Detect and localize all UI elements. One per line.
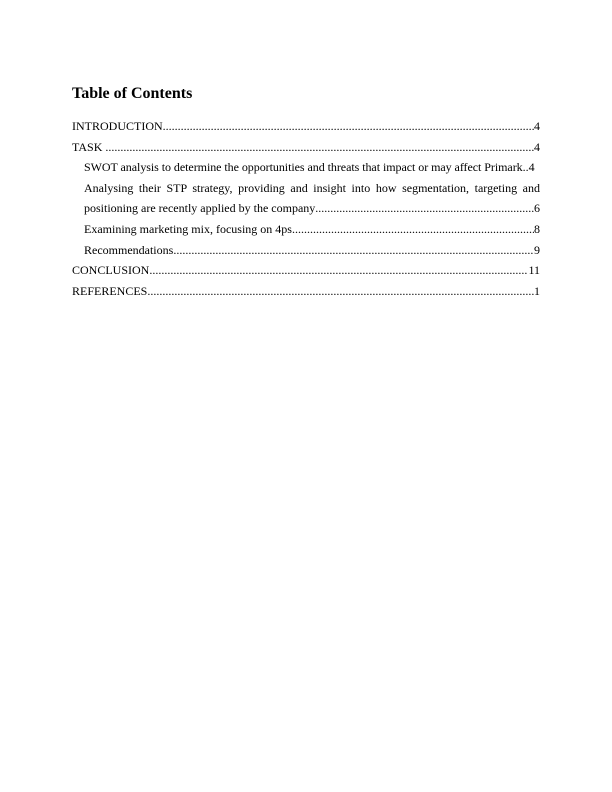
toc-entry-label-line2: positioning are recently applied by the company — [84, 201, 316, 216]
toc-entry-stp-strategy-line1[interactable] — [72, 178, 540, 199]
toc-entry-label: CONCLUSION — [72, 263, 150, 278]
toc-entry-page-number: .4 — [525, 160, 535, 175]
toc-leader-dots — [315, 198, 534, 218]
toc-entry-label: REFERENCES — [72, 283, 148, 298]
toc-entry-stp-strategy-line2[interactable] — [72, 198, 540, 219]
toc-leader-dots — [163, 116, 534, 136]
toc-entry-page-number: 1 — [534, 283, 540, 298]
toc-title: Table of Contents — [72, 85, 193, 102]
toc-entry-label-line1: Analysing their STP strategy, providing and insight into how segmentation, targeting and — [84, 180, 540, 195]
toc-leader-dots — [295, 219, 534, 239]
toc-entry-task[interactable] — [72, 137, 540, 158]
toc-entry-page-number: 4 — [534, 119, 540, 133]
toc-entry-label: INTRODUCTION — [72, 119, 163, 133]
toc-entry-label: SWOT analysis to determine the opportunities and threats that impact or may affect Primark. — [84, 160, 526, 175]
toc-entry-page-number: 4 — [534, 139, 540, 154]
toc-leader-dots — [147, 281, 534, 301]
toc-list — [72, 116, 540, 301]
toc-entry-page-number: 9 — [534, 242, 540, 257]
toc-entry-label: Examining marketing mix, focusing on 4ps. — [84, 221, 295, 236]
toc-entry-introduction[interactable] — [72, 116, 540, 137]
toc-entry-label: TASK — [72, 139, 106, 154]
toc-entry-page-number: 11 — [528, 263, 540, 278]
toc-entry-marketing-mix[interactable] — [72, 219, 540, 240]
toc-entry-page-number: 8 — [534, 221, 540, 236]
toc-leader-dots — [149, 260, 528, 280]
toc-entry-references[interactable] — [72, 281, 540, 302]
toc-entry-swot-analysis[interactable] — [72, 157, 540, 178]
toc-entry-recommendations[interactable] — [72, 240, 540, 261]
toc-entry-label: Recommendations — [84, 242, 174, 257]
toc-leader-dots — [105, 137, 534, 157]
toc-entry-page-number: 6 — [534, 201, 540, 216]
toc-leader-dots — [173, 240, 534, 260]
toc-entry-conclusion[interactable] — [72, 260, 540, 281]
